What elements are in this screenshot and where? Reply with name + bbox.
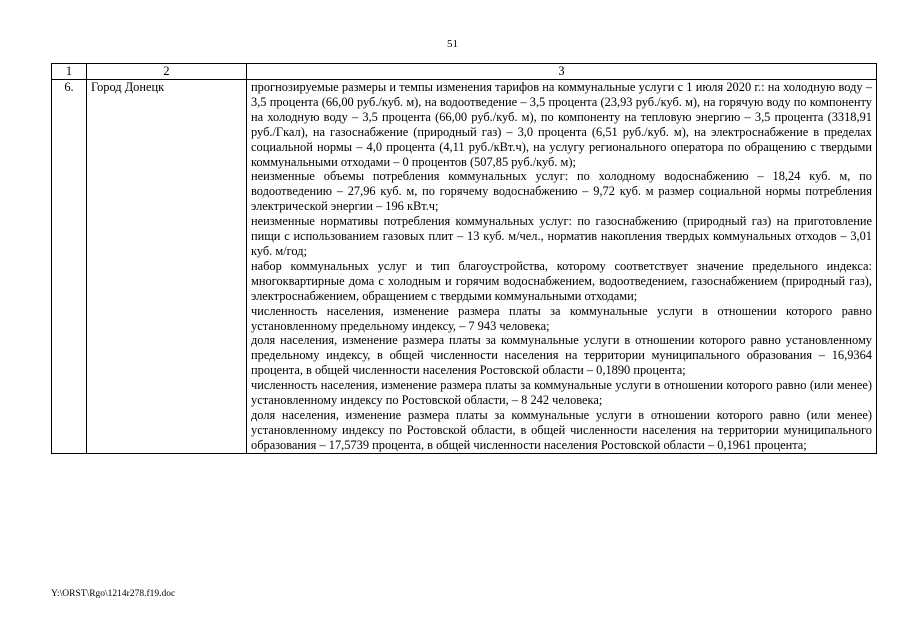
paragraph-norms: неизменные нормативы потребления коммунальных услуг: по газоснабжению (природный газ) на приготовление пищи с использованием газовых плит – 13 куб. м/чел., норматив накопления твердых коммунальных отходов – 3,01 куб. м/год; [251, 214, 872, 258]
table-row [52, 80, 877, 454]
row-number: 6. [52, 80, 87, 454]
paragraph-population-less: численность населения, изменение размера платы за коммунальные услуги в отношении которого равно (или менее) установленному индексу по Ростовской области, – 8 242 человека; [251, 378, 872, 408]
header-col-3: 3 [247, 64, 877, 80]
row-description [247, 80, 877, 454]
header-col-2: 2 [87, 64, 247, 80]
paragraph-tariffs: прогнозируемые размеры и темпы изменения тарифов на коммунальные услуги с 1 июля 2020 г.: на холодную воду – 3,5 процента (66,00 руб./куб. м), на водоотведение – 3,5 процента (23,93 руб./куб. м), на горячую воду по компоненту на холодную воду – 3,5 процента (66,00 руб./куб. м), по компоненту на тепловую энергию – 3,5 процента (3318,91 руб./Гкал), на газоснабжение (природный газ) – 3,0 процента (6,51 руб./куб. м), на электроснабжение в пределах социальной нормы – 4,0 процента (4,11 руб./кВт.ч), на услугу регионального оператора по обращению с твердыми коммунальными отходами – 0 процентов (507,85 руб./куб. м); [251, 80, 872, 169]
paragraph-population-equal: численность населения, изменение размера платы за коммунальные услуги в отношении которого равно установленному предельному индексу, – 7 943 человека; [251, 303, 872, 333]
tariff-table [51, 63, 877, 454]
page-number: 51 [447, 38, 458, 50]
row-city: Город Донецк [87, 80, 247, 454]
footer-file-path: Y:\ORST\Rgo\1214r278.f19.doc [51, 589, 176, 599]
paragraph-volumes: неизменные объемы потребления коммунальных услуг: по холодному водоснабжению – 18,24 куб. м, по водоотведению – 27,96 куб. м, по горячему водоснабжению – 9,72 куб. м размер социальной нормы потребления электрической энергии – 196 кВт.ч; [251, 169, 872, 214]
table-header-row [52, 64, 877, 80]
paragraph-share-equal: доля населения, изменение размера платы за коммунальные услуги в отношении которого равно установленному предельному индексу, в общей численности населения на территории муниципального образования – 16,9364 процента, в общей численности населения Ростовской области – 0,1890 процента; [251, 333, 872, 378]
header-col-1: 1 [52, 64, 87, 80]
paragraph-share-less: доля населения, изменение размера платы за коммунальные услуги в отношении которого равно (или менее) установленному индексу по Ростовской области, в общей численности населения на территории муниципального образования – 17,5739 процента, в общей численности населения Ростовской области – 0,1961 процента; [251, 407, 872, 452]
paragraph-services-set: набор коммунальных услуг и тип благоустройства, которому соответствует значение предельного индекса: многоквартирные дома с холодным и горячим водоснабжением, водоотведением, газоснабжением (природный газ), электроснабжением, обращением с твердыми коммунальными отходами; [251, 258, 872, 303]
